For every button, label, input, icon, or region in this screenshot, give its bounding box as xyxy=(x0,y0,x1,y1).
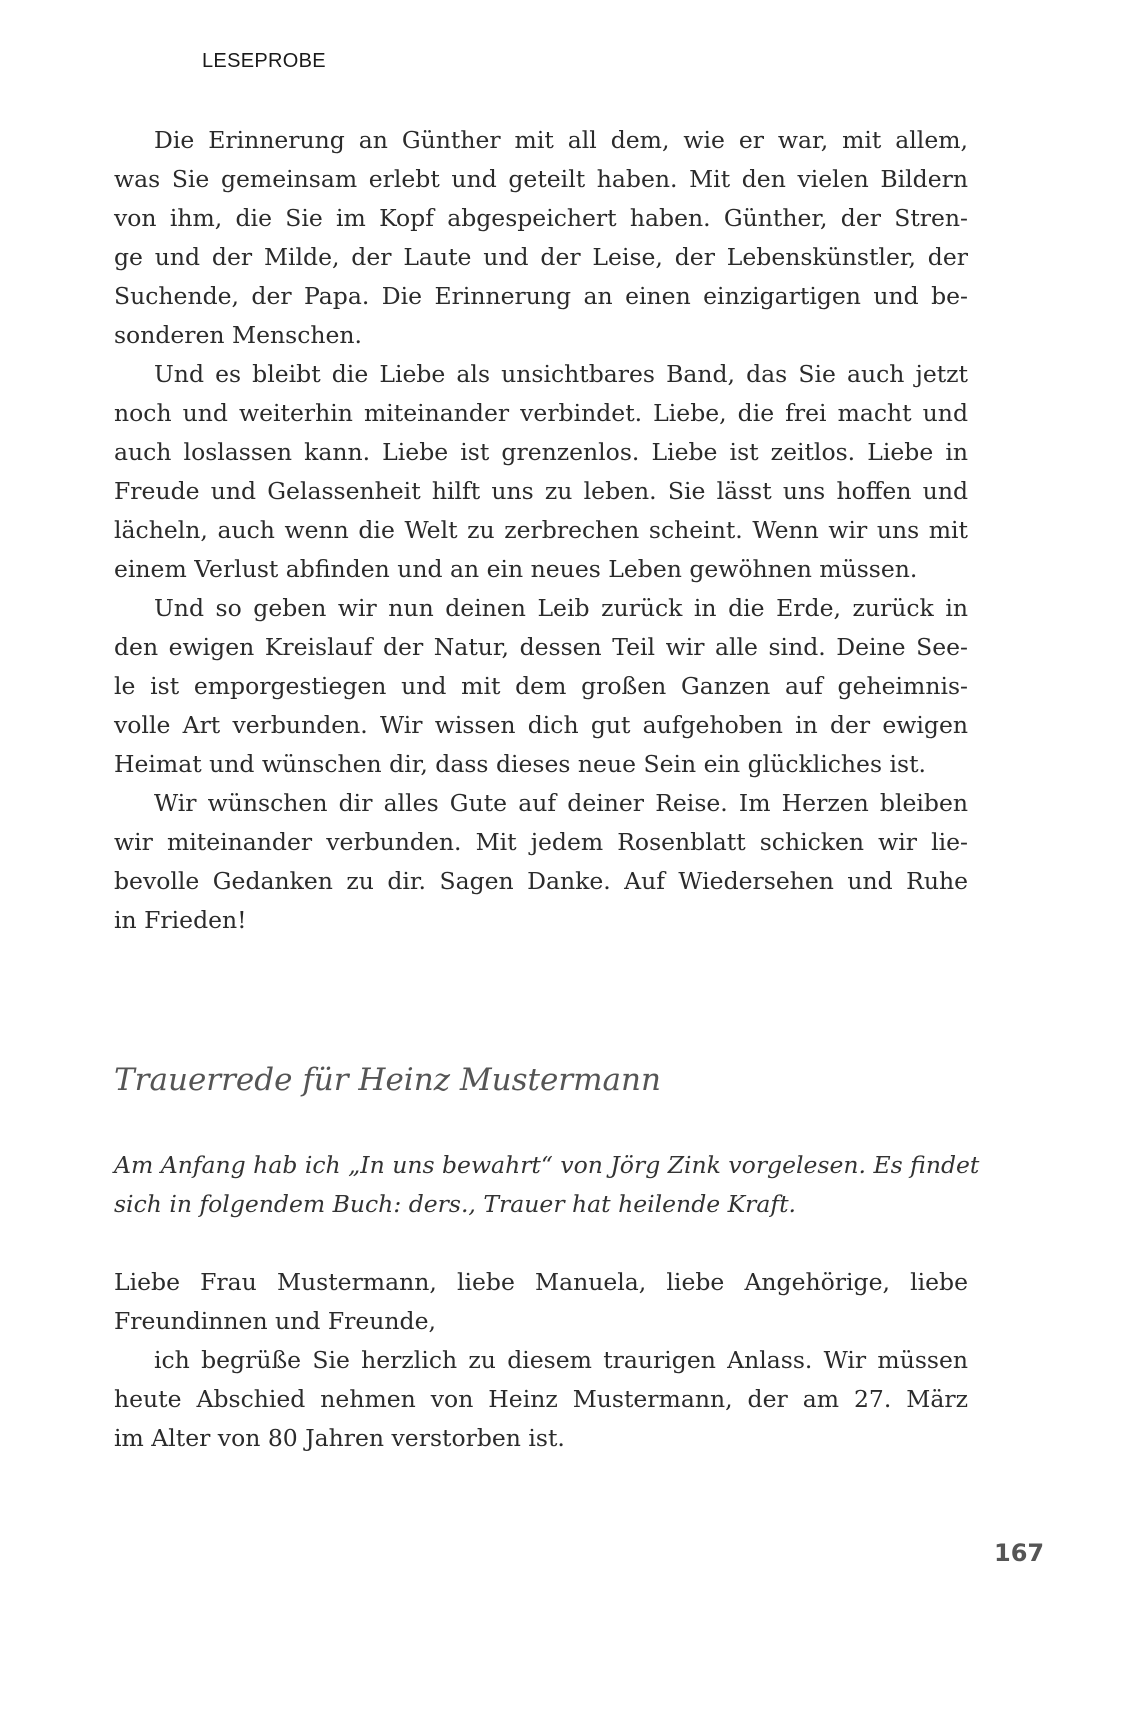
paragraph-reise xyxy=(114,784,968,940)
text-line: sich in folgendem Buch: ders., Trauer hat heilende Kraft. xyxy=(114,1190,797,1218)
text-line: Suchende, der Papa. Die Erinnerung an einen einzigartigen und be- xyxy=(114,282,968,310)
text-line: im Alter von 80 Jahren verstorben ist. xyxy=(114,1424,565,1452)
text-line: von ihm, die Sie im Kopf abgespeichert haben. Günther, der Stren- xyxy=(114,204,968,232)
paragraph-erde xyxy=(114,589,968,784)
text-line: Die Erinnerung an Günther mit all dem, wie er war, mit allem, xyxy=(154,126,968,154)
text-line: Freundinnen und Freunde, xyxy=(114,1307,436,1335)
text-line: Am Anfang hab ich „In uns bewahrt“ von Jörg Zink vorgelesen. Es findet xyxy=(114,1151,980,1179)
text-line: auch loslassen kann. Liebe ist grenzenlos. Liebe ist zeitlos. Liebe in xyxy=(114,438,968,466)
text-line: wir miteinander verbunden. Mit jedem Rosenblatt schicken wir lie- xyxy=(114,828,968,856)
text-line: Und so geben wir nun deinen Leib zurück in die Erde, zurück in xyxy=(154,594,968,622)
section-heading: Trauerrede für Heinz Mustermann xyxy=(114,1062,661,1098)
text-line: ge und der Milde, der Laute und der Leise, der Lebenskünstler, der xyxy=(114,243,968,271)
section-intro-note xyxy=(114,1146,980,1224)
text-line: den ewigen Kreislauf der Natur, dessen Teil wir alle sind. Deine See- xyxy=(114,633,968,661)
running-header: LESEPROBE xyxy=(202,50,326,72)
text-line: ich begrüße Sie herzlich zu diesem traurigen Anlass. Wir müssen xyxy=(154,1346,968,1374)
text-line: noch und weiterhin miteinander verbindet. Liebe, die frei macht und xyxy=(114,399,968,427)
text-line: Heimat und wünschen dir, dass dieses neue Sein ein glückliches ist. xyxy=(114,750,926,778)
text-line: Freude und Gelassenheit hilft uns zu leben. Sie lässt uns hoffen und xyxy=(114,477,968,505)
text-line: Liebe Frau Mustermann, liebe Manuela, liebe Angehörige, liebe xyxy=(114,1268,968,1296)
text-line: lächeln, auch wenn die Welt zu zerbrechen scheint. Wenn wir uns mit xyxy=(114,516,968,544)
main-body-text xyxy=(114,121,968,940)
text-line: Und es bleibt die Liebe als unsichtbares Band, das Sie auch jetzt xyxy=(154,360,968,388)
text-line: in Frieden! xyxy=(114,906,247,934)
text-line: sonderen Menschen. xyxy=(114,321,363,349)
text-line: Wir wünschen dir alles Gute auf deiner Reise. Im Herzen bleiben xyxy=(154,789,968,817)
text-line: einem Verlust abfinden und an ein neues Leben gewöhnen müssen. xyxy=(114,555,918,583)
text-line: was Sie gemeinsam erlebt und geteilt haben. Mit den vielen Bildern xyxy=(114,165,968,193)
text-line: heute Abschied nehmen von Heinz Mustermann, der am 27. März xyxy=(114,1385,968,1413)
text-line: le ist emporgestiegen und mit dem großen Ganzen auf geheimnis- xyxy=(114,672,968,700)
paragraph-liebe xyxy=(114,355,968,589)
text-line: volle Art verbunden. Wir wissen dich gut aufgehoben in der ewigen xyxy=(114,711,968,739)
paragraph-erinnerung xyxy=(114,121,968,355)
page-number: 167 xyxy=(994,1539,1045,1567)
speech-opening xyxy=(114,1263,968,1458)
text-line: bevolle Gedanken zu dir. Sagen Danke. Auf Wiedersehen und Ruhe xyxy=(114,867,968,895)
